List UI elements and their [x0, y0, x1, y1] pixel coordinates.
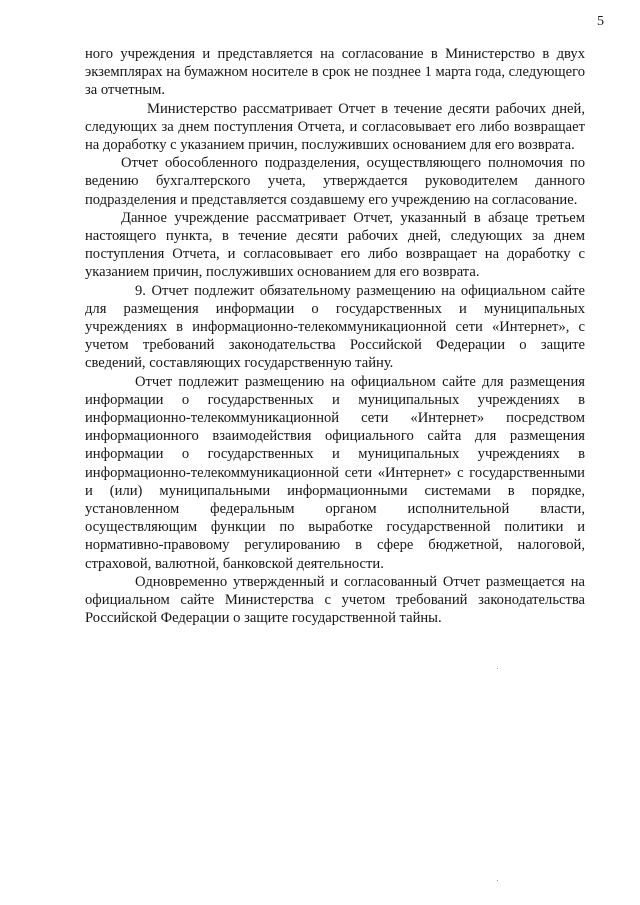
paragraph-publication-order: Отчет подлежит размещению на официальном сайте для размещения информации о государственных и муниципальных учреждениях в информационно-телекоммуникационной сети «Интернет» посредством информационного взаимодействия официального сайта для размещения информации о государственных и муниципальных учреждениях в информационно-телекоммуникационной сети «Интернет» с государственными и (или) муниципальными информационными системами в порядке, установленном федеральным органом исполнительной власти, осуществляющим функции по выработке государственной политики и нормативно-правовому регулированию в сфере бюджетной, налоговой, страховой, валютной, банковской деятельности.	[85, 373, 585, 572]
page-number: 5	[597, 14, 604, 29]
paragraph-branch-report: Отчет обособленного подразделения, осуществляющего полномочия по ведению бухгалтерского учета, утверждается руководителем данного подразделения и представляется создавшему его учреждению на согласование.	[85, 155, 585, 208]
scan-artifact	[497, 880, 498, 881]
paragraph-continuation: ного учреждения и представляется на согласование в Министерство в двух экземплярах на бумажном носителе в срок не позднее 1 марта года, следующего за отчетным.	[85, 46, 585, 99]
document-body	[85, 45, 585, 628]
paragraph-institution-review: Данное учреждение рассматривает Отчет, указанный в абзаце третьем настоящего пункта, в течение десяти рабочих дней, следующих за днем поступления Отчета, и согласовывает его либо возвращает на доработку с указанием причин, послуживших основанием для его возврата.	[85, 209, 585, 281]
paragraph-item-9: 9. Отчет подлежит обязательному размещению на официальном сайте для размещения информации о государственных и муниципальных учреждениях в информационно-телекоммуникационной сети «Интернет», с учетом требований законодательства Российской Федерации о защите сведений, составляющих государственную тайну.	[85, 282, 585, 372]
paragraph-ministry-site: Одновременно утвержденный и согласованный Отчет размещается на официальном сайте Министерства с учетом требований законодательства Российской Федерации о защите государственной тайны.	[85, 573, 585, 627]
scan-artifact	[497, 668, 498, 669]
paragraph-ministry-review: Министерство рассматривает Отчет в течение десяти рабочих дней, следующих за днем поступления Отчета, и согласовывает его либо возвращает на доработку с указанием причин, послуживших основанием для его возврата.	[85, 100, 585, 154]
